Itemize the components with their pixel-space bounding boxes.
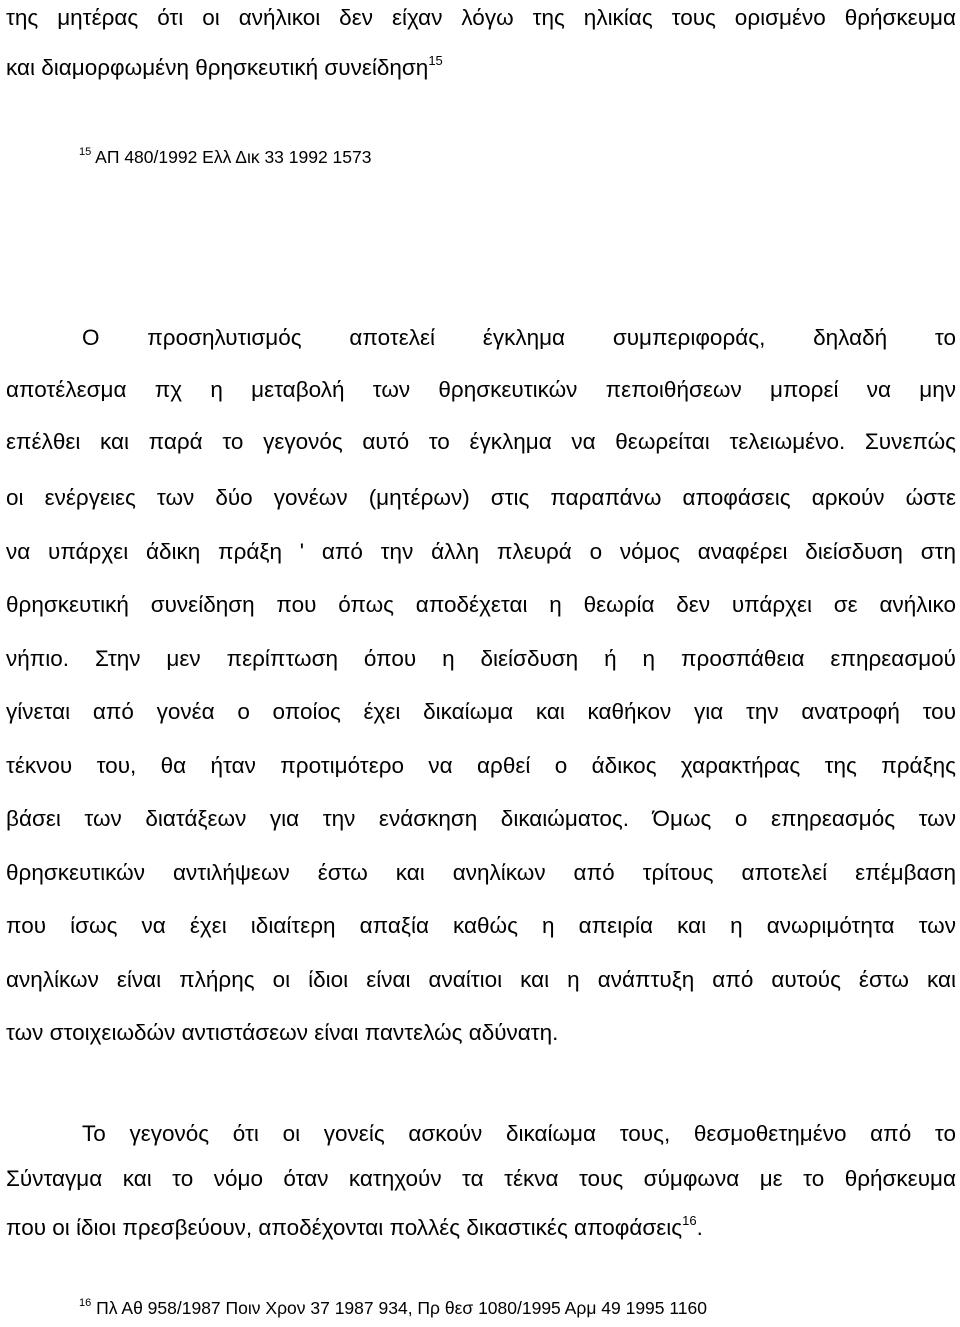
footnote-ref-16: 16 [682, 1212, 697, 1228]
footnote-16-text: Πλ Αθ 958/1987 Ποιν Χρον 37 1987 934, Πρ θεσ 1080/1995 Αρμ 49 1995 1160 [96, 1298, 708, 1318]
paragraph-1-line-9: τέκνου του, θα ήταν προτιμότερο να αρθεί ο άδικος χαρακτήρας της πράξης [6, 753, 956, 778]
paragraph-1-line-1: Ο προσηλυτισμός αποτελεί έγκλημα συμπεριφοράς, δηλαδή το [82, 325, 956, 350]
footnote-16-number: 16 [79, 1297, 92, 1310]
paragraph-1-line-8: γίνεται από γονέα ο οποίος έχει δικαίωμα και καθήκον για την ανατροφή του [6, 699, 956, 724]
paragraph-2-line-3 [6, 1212, 703, 1241]
paragraph-1-line-6: θρησκευτική συνείδηση που όπως αποδέχεται η θεωρία δεν υπάρχει σε ανήλικο [6, 592, 956, 617]
paragraph-0-line-2-text: και διαμορφωμένη θρησκευτική συνείδηση [6, 55, 429, 80]
paragraph-2-line-2: Σύνταγμα και το νόμο όταν κατηχούν τα τέκνα τους σύμφωνα με το θρήσκευμα [6, 1166, 956, 1191]
paragraph-1-line-12: που ίσως να έχει ιδιαίτερη απαξία καθώς η απειρία και η ανωριμότητα των [6, 913, 956, 938]
footnote-15 [79, 146, 372, 168]
footnote-ref-15: 15 [428, 52, 443, 68]
paragraph-1-line-13: ανηλίκων είναι πλήρης οι ίδιοι είναι αναίτιοι και η ανάπτυξη από αυτούς έστω και [6, 967, 956, 992]
paragraph-2-line-3-text: που οι ίδιοι πρεσβεύουν, αποδέχονται πολλές δικαστικές αποφάσεις [6, 1215, 683, 1240]
paragraph-1-line-10: βάσει των διατάξεων για την ενάσκηση δικαιώματος. Όμως ο επηρεασμός των [6, 806, 956, 831]
footnote-15-number: 15 [79, 146, 92, 159]
footnote-15-text: ΑΠ 480/1992 Ελλ Δικ 33 1992 1573 [95, 147, 372, 167]
paragraph-2-trailing: . [696, 1215, 703, 1240]
paragraph-0-line-2 [6, 52, 443, 81]
footnote-16 [79, 1297, 707, 1319]
paragraph-1-line-4: οι ενέργειες των δύο γονέων (μητέρων) στις παραπάνω αποφάσεις αρκούν ώστε [6, 485, 956, 510]
paragraph-1-line-3: επέλθει και παρά το γεγονός αυτό το έγκλημα να θεωρείται τελειωμένο. Συνεπώς [6, 429, 956, 454]
paragraph-0-line-1: της μητέρας ότι οι ανήλικοι δεν είχαν λόγω της ηλικίας τους ορισμένο θρήσκευμα [6, 5, 956, 30]
paragraph-1-line-14: των στοιχειωδών αντιστάσεων είναι παντελώς αδύνατη. [6, 1020, 559, 1045]
paragraph-1-line-11: θρησκευτικών αντιλήψεων έστω και ανηλίκων από τρίτους αποτελεί επέμβαση [6, 860, 956, 885]
paragraph-1-line-2: αποτέλεσμα πχ η μεταβολή των θρησκευτικών πεποιθήσεων μπορεί να μην [6, 377, 956, 402]
paragraph-1-line-7: νήπιο. Στην μεν περίπτωση όπου η διείσδυση ή η προσπάθεια επηρεασμού [6, 646, 956, 671]
paragraph-2-line-1: Το γεγονός ότι οι γονείς ασκούν δικαίωμα τους, θεσμοθετημένο από το [82, 1121, 956, 1146]
paragraph-1-line-5: να υπάρχει άδικη πράξη ' από την άλλη πλευρά ο νόμος αναφέρει διείσδυση στη [6, 539, 956, 564]
